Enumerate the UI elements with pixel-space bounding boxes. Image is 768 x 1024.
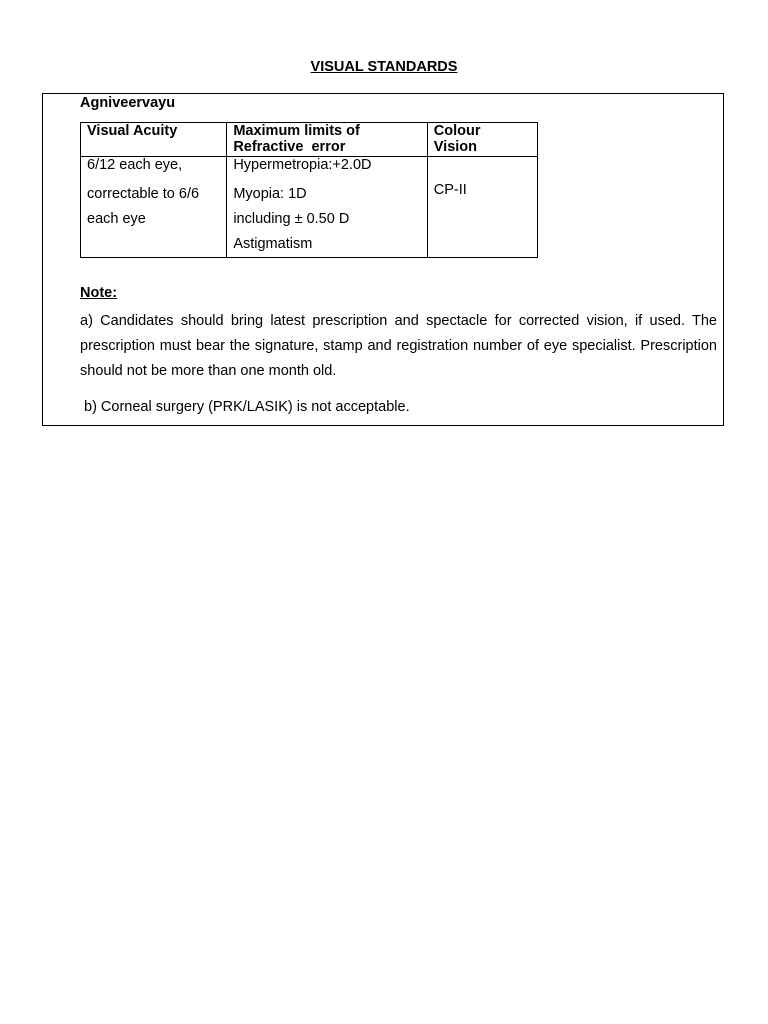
page-title: VISUAL STANDARDS <box>310 59 458 75</box>
header-colour-vision <box>427 123 537 157</box>
cell-refractive-error <box>227 157 427 258</box>
refractive-error-line-3: including ± 0.50 D <box>233 211 350 227</box>
cell-visual-acuity <box>81 157 227 258</box>
header-refractive-error-line-2: Refractive error <box>233 139 346 155</box>
note-a-paragraph: a) Candidates should bring latest prescription and spectacle for corrected vision, if used. The prescription must bear the signature, stamp and registration number of eye specialist. Prescription should not be more than one month old. <box>80 313 717 379</box>
section-heading: Agniveervayu <box>80 95 176 111</box>
header-colour-vision-line-1: Colour <box>433 123 481 139</box>
note-label: Note: <box>80 285 118 301</box>
refractive-error-line-1: Hypermetropia:+2.0D <box>233 157 372 173</box>
header-visual-acuity <box>81 123 227 157</box>
refractive-error-line-4: Astigmatism <box>233 236 313 252</box>
header-refractive-error-line-1: Maximum limits of <box>233 123 360 139</box>
header-visual-acuity-text: Visual Acuity <box>87 123 178 139</box>
cell-colour-vision <box>427 157 537 258</box>
note-b-paragraph: b) Corneal surgery (PRK/LASIK) is not acceptable. <box>84 399 410 415</box>
visual-standards-table <box>80 122 538 258</box>
colour-vision-value: CP-II <box>433 182 467 198</box>
visual-acuity-line-1: 6/12 each eye, <box>87 157 183 173</box>
header-refractive-error <box>227 123 427 157</box>
table-header-row <box>81 123 538 157</box>
visual-acuity-line-3: each eye <box>87 211 146 227</box>
table-row <box>81 157 538 258</box>
refractive-error-line-2: Myopia: 1D <box>233 186 307 202</box>
header-colour-vision-line-2: Vision <box>433 139 477 155</box>
visual-acuity-line-2: correctable to 6/6 <box>87 186 200 202</box>
